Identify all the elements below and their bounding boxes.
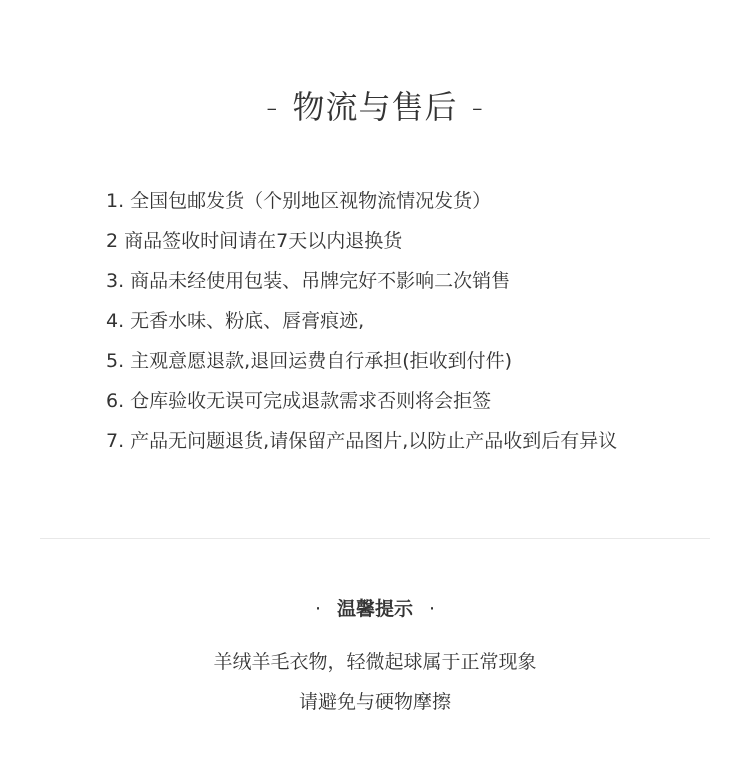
title-dash-left: - xyxy=(265,88,279,126)
list-item: 5. 主观意愿退款,退回运费自行承担(拒收到付件) xyxy=(106,350,513,372)
list-item: 1. 全国包邮发货（个别地区视物流情况发货） xyxy=(106,190,492,212)
title-dot-left: · xyxy=(314,598,321,620)
title-text: 物流与售后 xyxy=(292,88,458,126)
list-item: 4. 无香水味、粉底、唇膏痕迹, xyxy=(106,310,365,332)
policy-list xyxy=(106,186,617,466)
section-title-logistics xyxy=(0,82,750,128)
list-item: 7. 产品无问题退货,请保留产品图片,以防止产品收到后有异议 xyxy=(106,430,618,452)
tips-line: 请避免与硬物摩擦 xyxy=(298,691,451,713)
title-dash-right: - xyxy=(471,88,485,126)
title-dot-right: · xyxy=(429,598,436,620)
tips-line: 羊绒羊毛衣物，轻微起球属于正常现象 xyxy=(213,651,537,673)
tips-title-text: 温馨提示 xyxy=(336,598,413,620)
section-title-tips xyxy=(0,594,750,621)
list-item: 3. 商品未经使用包装、吊牌完好不影响二次销售 xyxy=(106,270,511,292)
list-item: 2 商品签收时间请在7天以内退换货 xyxy=(106,230,403,252)
section-divider xyxy=(40,538,710,539)
list-item: 6. 仓库验收无误可完成退款需求否则将会拒签 xyxy=(106,390,492,412)
